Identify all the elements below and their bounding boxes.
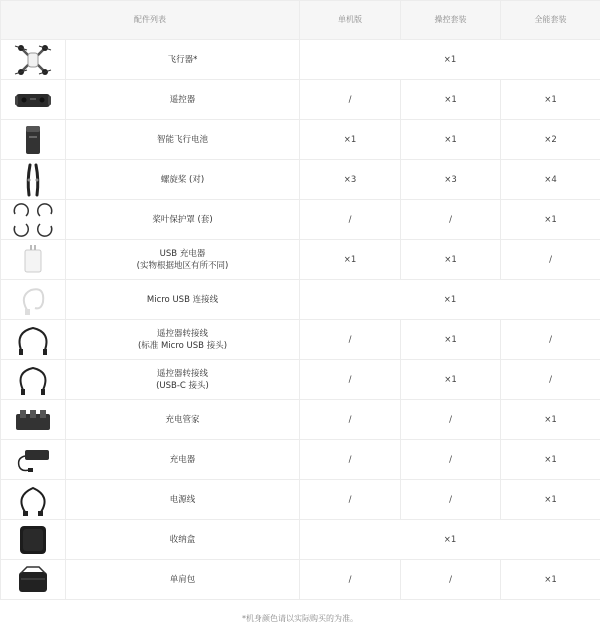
charging-hub-icon [1,400,66,440]
table-row [1,240,600,280]
item-name: 电源线 [66,480,300,520]
qty-controller-combo: ×1 [401,320,501,360]
qty-fly-more: ×1 [501,400,600,440]
micro-usb-cable-icon [1,280,66,320]
item-name: 智能飞行电池 [66,120,300,160]
header-standard: 单机版 [300,1,401,40]
qty-standard: / [300,360,401,400]
qty-standard: ×1 [300,120,401,160]
qty-fly-more: / [501,320,600,360]
qty-controller-combo: / [401,560,501,600]
table-header-row [1,1,600,40]
table-row [1,80,600,120]
header-accessories: 配件列表 [1,1,300,40]
table-row [1,120,600,160]
item-name: 收纳盒 [66,520,300,560]
power-cable-icon [1,480,66,520]
qty-all: ×1 [300,40,600,80]
item-name: 螺旋桨 (对) [66,160,300,200]
propeller-guard-icon [1,200,66,240]
propeller-icon [1,160,66,200]
qty-fly-more: ×4 [501,160,600,200]
header-controller-combo: 操控套装 [401,1,501,40]
qty-standard: / [300,480,401,520]
drone-icon [1,40,66,80]
qty-standard: / [300,560,401,600]
table-row [1,280,600,320]
item-name: USB 充电器 [159,248,206,259]
qty-controller-combo: / [401,400,501,440]
usb-charger-icon [1,240,66,280]
qty-standard: / [300,400,401,440]
qty-fly-more: ×1 [501,200,600,240]
header-fly-more: 全能套装 [501,1,600,40]
item-name: 遥控器转接线 [156,328,208,339]
qty-fly-more: ×1 [501,440,600,480]
table-row [1,40,600,80]
table-row [1,320,600,360]
rc-cable-micro-usb-icon [1,320,66,360]
qty-controller-combo: ×1 [401,240,501,280]
table-row [1,480,600,520]
item-name: Micro USB 连接线 [66,280,300,320]
shoulder-bag-icon [1,560,66,600]
qty-all: ×1 [300,280,600,320]
item-note: (标准 Micro USB 接头) [137,340,228,351]
qty-controller-combo: ×1 [401,80,501,120]
qty-standard: / [300,440,401,480]
charger-icon [1,440,66,480]
qty-controller-combo: / [401,200,501,240]
flight-battery-icon [1,120,66,160]
qty-fly-more: ×1 [501,560,600,600]
qty-controller-combo: / [401,480,501,520]
item-name: 充电器 [66,440,300,480]
table-row [1,200,600,240]
qty-controller-combo: ×3 [401,160,501,200]
qty-all: ×1 [300,520,600,560]
qty-fly-more: ×1 [501,480,600,520]
qty-standard: / [300,320,401,360]
qty-fly-more: / [501,360,600,400]
remote-controller-icon [1,80,66,120]
table-row [1,440,600,480]
qty-fly-more: ×2 [501,120,600,160]
table-row [1,360,600,400]
qty-fly-more: / [501,240,600,280]
qty-standard: ×3 [300,160,401,200]
table-row [1,160,600,200]
item-name: 桨叶保护罩 (套) [66,200,300,240]
item-name: 遥控器 [66,80,300,120]
footnote: *机身颜色请以实际购买的为准。 [242,614,358,623]
rc-cable-usb-c-icon [1,360,66,400]
qty-standard: / [300,80,401,120]
qty-standard: ×1 [300,240,401,280]
table-row [1,560,600,600]
table-row [1,520,600,560]
qty-standard: / [300,200,401,240]
qty-fly-more: ×1 [501,80,600,120]
storage-box-icon [1,520,66,560]
table-row [1,400,600,440]
item-name: 遥控器转接线 [156,368,208,379]
item-name: 单肩包 [66,560,300,600]
qty-controller-combo: ×1 [401,120,501,160]
qty-controller-combo: / [401,440,501,480]
qty-controller-combo: ×1 [401,360,501,400]
item-note: (实物根据地区有所不同) [136,260,229,271]
item-name: 充电管家 [66,400,300,440]
item-note: (USB-C 接头) [156,380,209,391]
item-name: 飞行器* [66,40,300,80]
